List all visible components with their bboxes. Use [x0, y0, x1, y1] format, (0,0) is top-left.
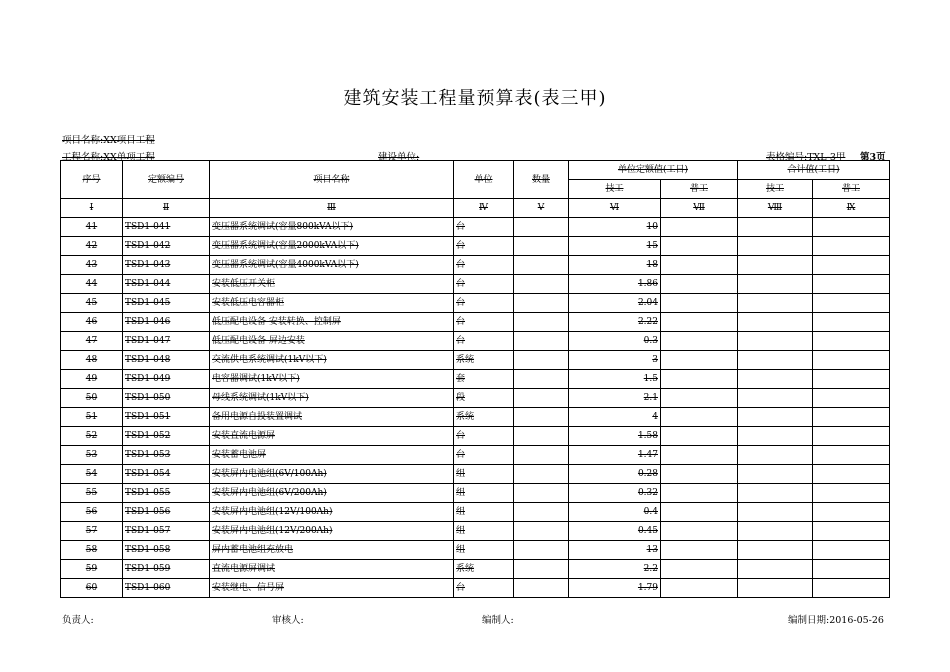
cell-quota-code: TSD1-045 [123, 294, 210, 313]
cell-quota-code: TSD1-054 [123, 465, 210, 484]
cell-general [661, 503, 738, 522]
cell-unit: 系统 [454, 560, 514, 579]
table-row [61, 275, 890, 294]
cell-quantity [514, 351, 569, 370]
cell-skilled-total [738, 237, 813, 256]
cell-quota-code: TSD1-052 [123, 427, 210, 446]
table-row [61, 370, 890, 389]
cell-quota-code: TSD1-058 [123, 541, 210, 560]
header-seq: 序号 [61, 161, 123, 199]
cell-quota-code: TSD1-047 [123, 332, 210, 351]
cell-skilled-total [738, 427, 813, 446]
cell-skilled-total [738, 446, 813, 465]
cell-seq: 44 [61, 275, 123, 294]
header-skilled: 技工 [569, 180, 661, 199]
cell-skilled: 15 [569, 237, 661, 256]
cell-quantity [514, 313, 569, 332]
cell-quantity [514, 465, 569, 484]
table-row [61, 218, 890, 237]
cell-general [661, 256, 738, 275]
cell-seq: 47 [61, 332, 123, 351]
cell-item-name: 安装继电、信号屏 [210, 579, 454, 598]
roman-7: Ⅶ [661, 199, 738, 218]
cell-skilled: 0.28 [569, 465, 661, 484]
cell-skilled: 1.58 [569, 427, 661, 446]
roman-6: Ⅵ [569, 199, 661, 218]
header-row-1 [61, 161, 890, 180]
cell-seq: 60 [61, 579, 123, 598]
table-row [61, 389, 890, 408]
cell-quantity [514, 332, 569, 351]
cell-quantity [514, 275, 569, 294]
table-row [61, 237, 890, 256]
table-row [61, 427, 890, 446]
page-number: 第3页 [860, 152, 886, 163]
form-code: 表格编号:TXL-3甲 [766, 152, 846, 163]
cell-general-total [813, 332, 890, 351]
cell-unit: 台 [454, 579, 514, 598]
cell-general-total [813, 503, 890, 522]
cell-skilled: 18 [569, 256, 661, 275]
cell-item-name: 变压器系统调试(容量2000kVA以下) [210, 237, 454, 256]
cell-unit: 台 [454, 275, 514, 294]
cell-skilled: 0.32 [569, 484, 661, 503]
cell-general-total [813, 237, 890, 256]
cell-general-total [813, 465, 890, 484]
table-row [61, 579, 890, 598]
cell-item-name: 变压器系统调试(容量4000kVA以下) [210, 256, 454, 275]
cell-general-total [813, 560, 890, 579]
cell-skilled-total [738, 560, 813, 579]
cell-general-total [813, 446, 890, 465]
cell-unit: 组 [454, 465, 514, 484]
cell-quantity [514, 389, 569, 408]
cell-seq: 58 [61, 541, 123, 560]
cell-item-name: 安装屏内电池组(12V/200Ah) [210, 522, 454, 541]
cell-quota-code: TSD1-060 [123, 579, 210, 598]
cell-general [661, 560, 738, 579]
cell-general-total [813, 541, 890, 560]
cell-seq: 42 [61, 237, 123, 256]
cell-general [661, 465, 738, 484]
cell-skilled: 1.47 [569, 446, 661, 465]
page-title: 建筑安装工程量预算表(表三甲) [343, 88, 607, 109]
cell-seq: 59 [61, 560, 123, 579]
cell-skilled: 0.4 [569, 503, 661, 522]
cell-unit: 台 [454, 427, 514, 446]
footer-date: 编制日期:2016-05-26 [788, 615, 884, 626]
cell-general-total [813, 218, 890, 237]
cell-quota-code: TSD1-059 [123, 560, 210, 579]
cell-general-total [813, 256, 890, 275]
cell-unit: 台 [454, 256, 514, 275]
cell-quantity [514, 503, 569, 522]
cell-quota-code: TSD1-055 [123, 484, 210, 503]
cell-seq: 46 [61, 313, 123, 332]
table-row [61, 351, 890, 370]
cell-skilled-total [738, 541, 813, 560]
header-quota-code: 定额编号 [123, 161, 210, 199]
cell-general [661, 351, 738, 370]
cell-quantity [514, 237, 569, 256]
cell-item-name: 电容器调试(1kV以下) [210, 370, 454, 389]
cell-seq: 54 [61, 465, 123, 484]
cell-unit: 组 [454, 484, 514, 503]
cell-quota-code: TSD1-050 [123, 389, 210, 408]
cell-general-total [813, 522, 890, 541]
cell-item-name: 备用电源自投装置调试 [210, 408, 454, 427]
cell-general [661, 294, 738, 313]
cell-quantity [514, 522, 569, 541]
cell-skilled: 0.45 [569, 522, 661, 541]
cell-quantity [514, 370, 569, 389]
cell-seq: 48 [61, 351, 123, 370]
cell-unit: 台 [454, 294, 514, 313]
cell-general [661, 541, 738, 560]
cell-general-total [813, 275, 890, 294]
roman-3: Ⅲ [210, 199, 454, 218]
roman-8: Ⅷ [738, 199, 813, 218]
cell-skilled: 1.79 [569, 579, 661, 598]
cell-seq: 45 [61, 294, 123, 313]
cell-item-name: 直流电源屏调试 [210, 560, 454, 579]
cell-skilled-total [738, 389, 813, 408]
cell-general-total [813, 427, 890, 446]
cell-general [661, 332, 738, 351]
cell-skilled: 10 [569, 218, 661, 237]
cell-seq: 51 [61, 408, 123, 427]
cell-quota-code: TSD1-049 [123, 370, 210, 389]
cell-general [661, 237, 738, 256]
cell-quota-code: TSD1-056 [123, 503, 210, 522]
cell-unit: 台 [454, 332, 514, 351]
cell-general-total [813, 484, 890, 503]
cell-skilled-total [738, 522, 813, 541]
cell-seq: 43 [61, 256, 123, 275]
cell-unit: 套 [454, 370, 514, 389]
roman-1: Ⅰ [61, 199, 123, 218]
cell-skilled-total [738, 256, 813, 275]
cell-general [661, 218, 738, 237]
cell-skilled-total [738, 351, 813, 370]
cell-quota-code: TSD1-057 [123, 522, 210, 541]
table-row [61, 256, 890, 275]
cell-unit: 台 [454, 446, 514, 465]
cell-general-total [813, 389, 890, 408]
cell-unit: 系统 [454, 351, 514, 370]
cell-skilled: 4 [569, 408, 661, 427]
cell-item-name: 低压配电设备 屏边安装 [210, 332, 454, 351]
header-unit-quota: 单位定额值(工日) [569, 161, 738, 180]
cell-general [661, 427, 738, 446]
cell-quantity [514, 256, 569, 275]
header-general: 普工 [661, 180, 738, 199]
cell-general [661, 370, 738, 389]
footer-responsible: 负责人: [62, 615, 94, 626]
cell-quota-code: TSD1-041 [123, 218, 210, 237]
cell-general [661, 389, 738, 408]
cell-general [661, 484, 738, 503]
cell-skilled-total [738, 465, 813, 484]
cell-unit: 台 [454, 218, 514, 237]
cell-general [661, 579, 738, 598]
header-item-name: 项目名称 [210, 161, 454, 199]
cell-item-name: 屏内蓄电池组充放电 [210, 541, 454, 560]
cell-skilled-total [738, 484, 813, 503]
cell-seq: 41 [61, 218, 123, 237]
cell-seq: 49 [61, 370, 123, 389]
header-unit: 单位 [454, 161, 514, 199]
cell-skilled-total [738, 218, 813, 237]
cell-skilled: 2.22 [569, 313, 661, 332]
cell-unit: 系统 [454, 408, 514, 427]
cell-skilled-total [738, 294, 813, 313]
footer-reviewer: 审核人: [272, 615, 304, 626]
roman-2: Ⅱ [123, 199, 210, 218]
header-general-total: 普工 [813, 180, 890, 199]
table-row [61, 313, 890, 332]
construction-unit: 建设单位: [378, 152, 420, 163]
cell-unit: 组 [454, 503, 514, 522]
cell-skilled: 13 [569, 541, 661, 560]
roman-5: Ⅴ [514, 199, 569, 218]
cell-item-name: 安装低压电容器柜 [210, 294, 454, 313]
roman-4: Ⅳ [454, 199, 514, 218]
cell-quantity [514, 294, 569, 313]
table-row [61, 446, 890, 465]
roman-9: Ⅸ [813, 199, 890, 218]
cell-unit: 台 [454, 237, 514, 256]
cell-skilled-total [738, 313, 813, 332]
cell-item-name: 安装低压开关柜 [210, 275, 454, 294]
budget-table [60, 160, 890, 598]
table-row [61, 484, 890, 503]
cell-skilled: 1.5 [569, 370, 661, 389]
cell-general [661, 275, 738, 294]
cell-skilled-total [738, 332, 813, 351]
table-row [61, 332, 890, 351]
table-row [61, 465, 890, 484]
cell-unit: 台 [454, 313, 514, 332]
header-total-value: 合计值(工日) [738, 161, 890, 180]
cell-quantity [514, 579, 569, 598]
footer-preparer: 编制人: [482, 615, 514, 626]
cell-quantity [514, 541, 569, 560]
header-skilled-total: 技工 [738, 180, 813, 199]
cell-item-name: 安装直流电源屏 [210, 427, 454, 446]
table-row [61, 560, 890, 579]
cell-general-total [813, 294, 890, 313]
cell-quota-code: TSD1-046 [123, 313, 210, 332]
cell-item-name: 变压器系统调试(容量800kVA以下) [210, 218, 454, 237]
cell-quantity [514, 446, 569, 465]
cell-general-total [813, 579, 890, 598]
cell-skilled: 2.2 [569, 560, 661, 579]
header-quantity: 数量 [514, 161, 569, 199]
cell-general [661, 522, 738, 541]
cell-quota-code: TSD1-053 [123, 446, 210, 465]
cell-general-total [813, 370, 890, 389]
cell-skilled: 1.86 [569, 275, 661, 294]
cell-general [661, 408, 738, 427]
cell-item-name: 交流供电系统调试(1kV以下) [210, 351, 454, 370]
cell-quota-code: TSD1-051 [123, 408, 210, 427]
table-row [61, 294, 890, 313]
cell-skilled-total [738, 370, 813, 389]
cell-skilled-total [738, 408, 813, 427]
project-name: 项目名称:XX项目工程 [62, 135, 155, 146]
cell-general-total [813, 408, 890, 427]
cell-general-total [813, 313, 890, 332]
cell-quantity [514, 560, 569, 579]
engineering-name: 工程名称:XX单项工程 [62, 152, 155, 163]
cell-seq: 55 [61, 484, 123, 503]
cell-item-name: 安装屏内电池组(6V/100Ah) [210, 465, 454, 484]
cell-quota-code: TSD1-043 [123, 256, 210, 275]
table-row [61, 503, 890, 522]
cell-general [661, 313, 738, 332]
cell-item-name: 安装屏内电池组(6V/200Ah) [210, 484, 454, 503]
cell-skilled-total [738, 579, 813, 598]
cell-quantity [514, 484, 569, 503]
cell-general [661, 446, 738, 465]
cell-quota-code: TSD1-042 [123, 237, 210, 256]
cell-item-name: 低压配电设备 安装转换、控制屏 [210, 313, 454, 332]
cell-quantity [514, 218, 569, 237]
cell-quota-code: TSD1-044 [123, 275, 210, 294]
table-row [61, 541, 890, 560]
cell-unit: 组 [454, 522, 514, 541]
cell-seq: 53 [61, 446, 123, 465]
cell-item-name: 安装蓄电池屏 [210, 446, 454, 465]
cell-quota-code: TSD1-048 [123, 351, 210, 370]
cell-general-total [813, 351, 890, 370]
cell-unit: 组 [454, 541, 514, 560]
cell-skilled-total [738, 275, 813, 294]
cell-skilled: 2.04 [569, 294, 661, 313]
cell-skilled: 0.3 [569, 332, 661, 351]
cell-seq: 57 [61, 522, 123, 541]
roman-numeral-row [61, 199, 890, 218]
cell-item-name: 安装屏内电池组(12V/100Ah) [210, 503, 454, 522]
cell-item-name: 母线系统调试(1kV以下) [210, 389, 454, 408]
cell-seq: 52 [61, 427, 123, 446]
table-row [61, 408, 890, 427]
cell-skilled: 2.1 [569, 389, 661, 408]
table-row [61, 522, 890, 541]
cell-seq: 56 [61, 503, 123, 522]
cell-skilled: 3 [569, 351, 661, 370]
cell-unit: 段 [454, 389, 514, 408]
cell-skilled-total [738, 503, 813, 522]
cell-quantity [514, 408, 569, 427]
cell-quantity [514, 427, 569, 446]
cell-seq: 50 [61, 389, 123, 408]
